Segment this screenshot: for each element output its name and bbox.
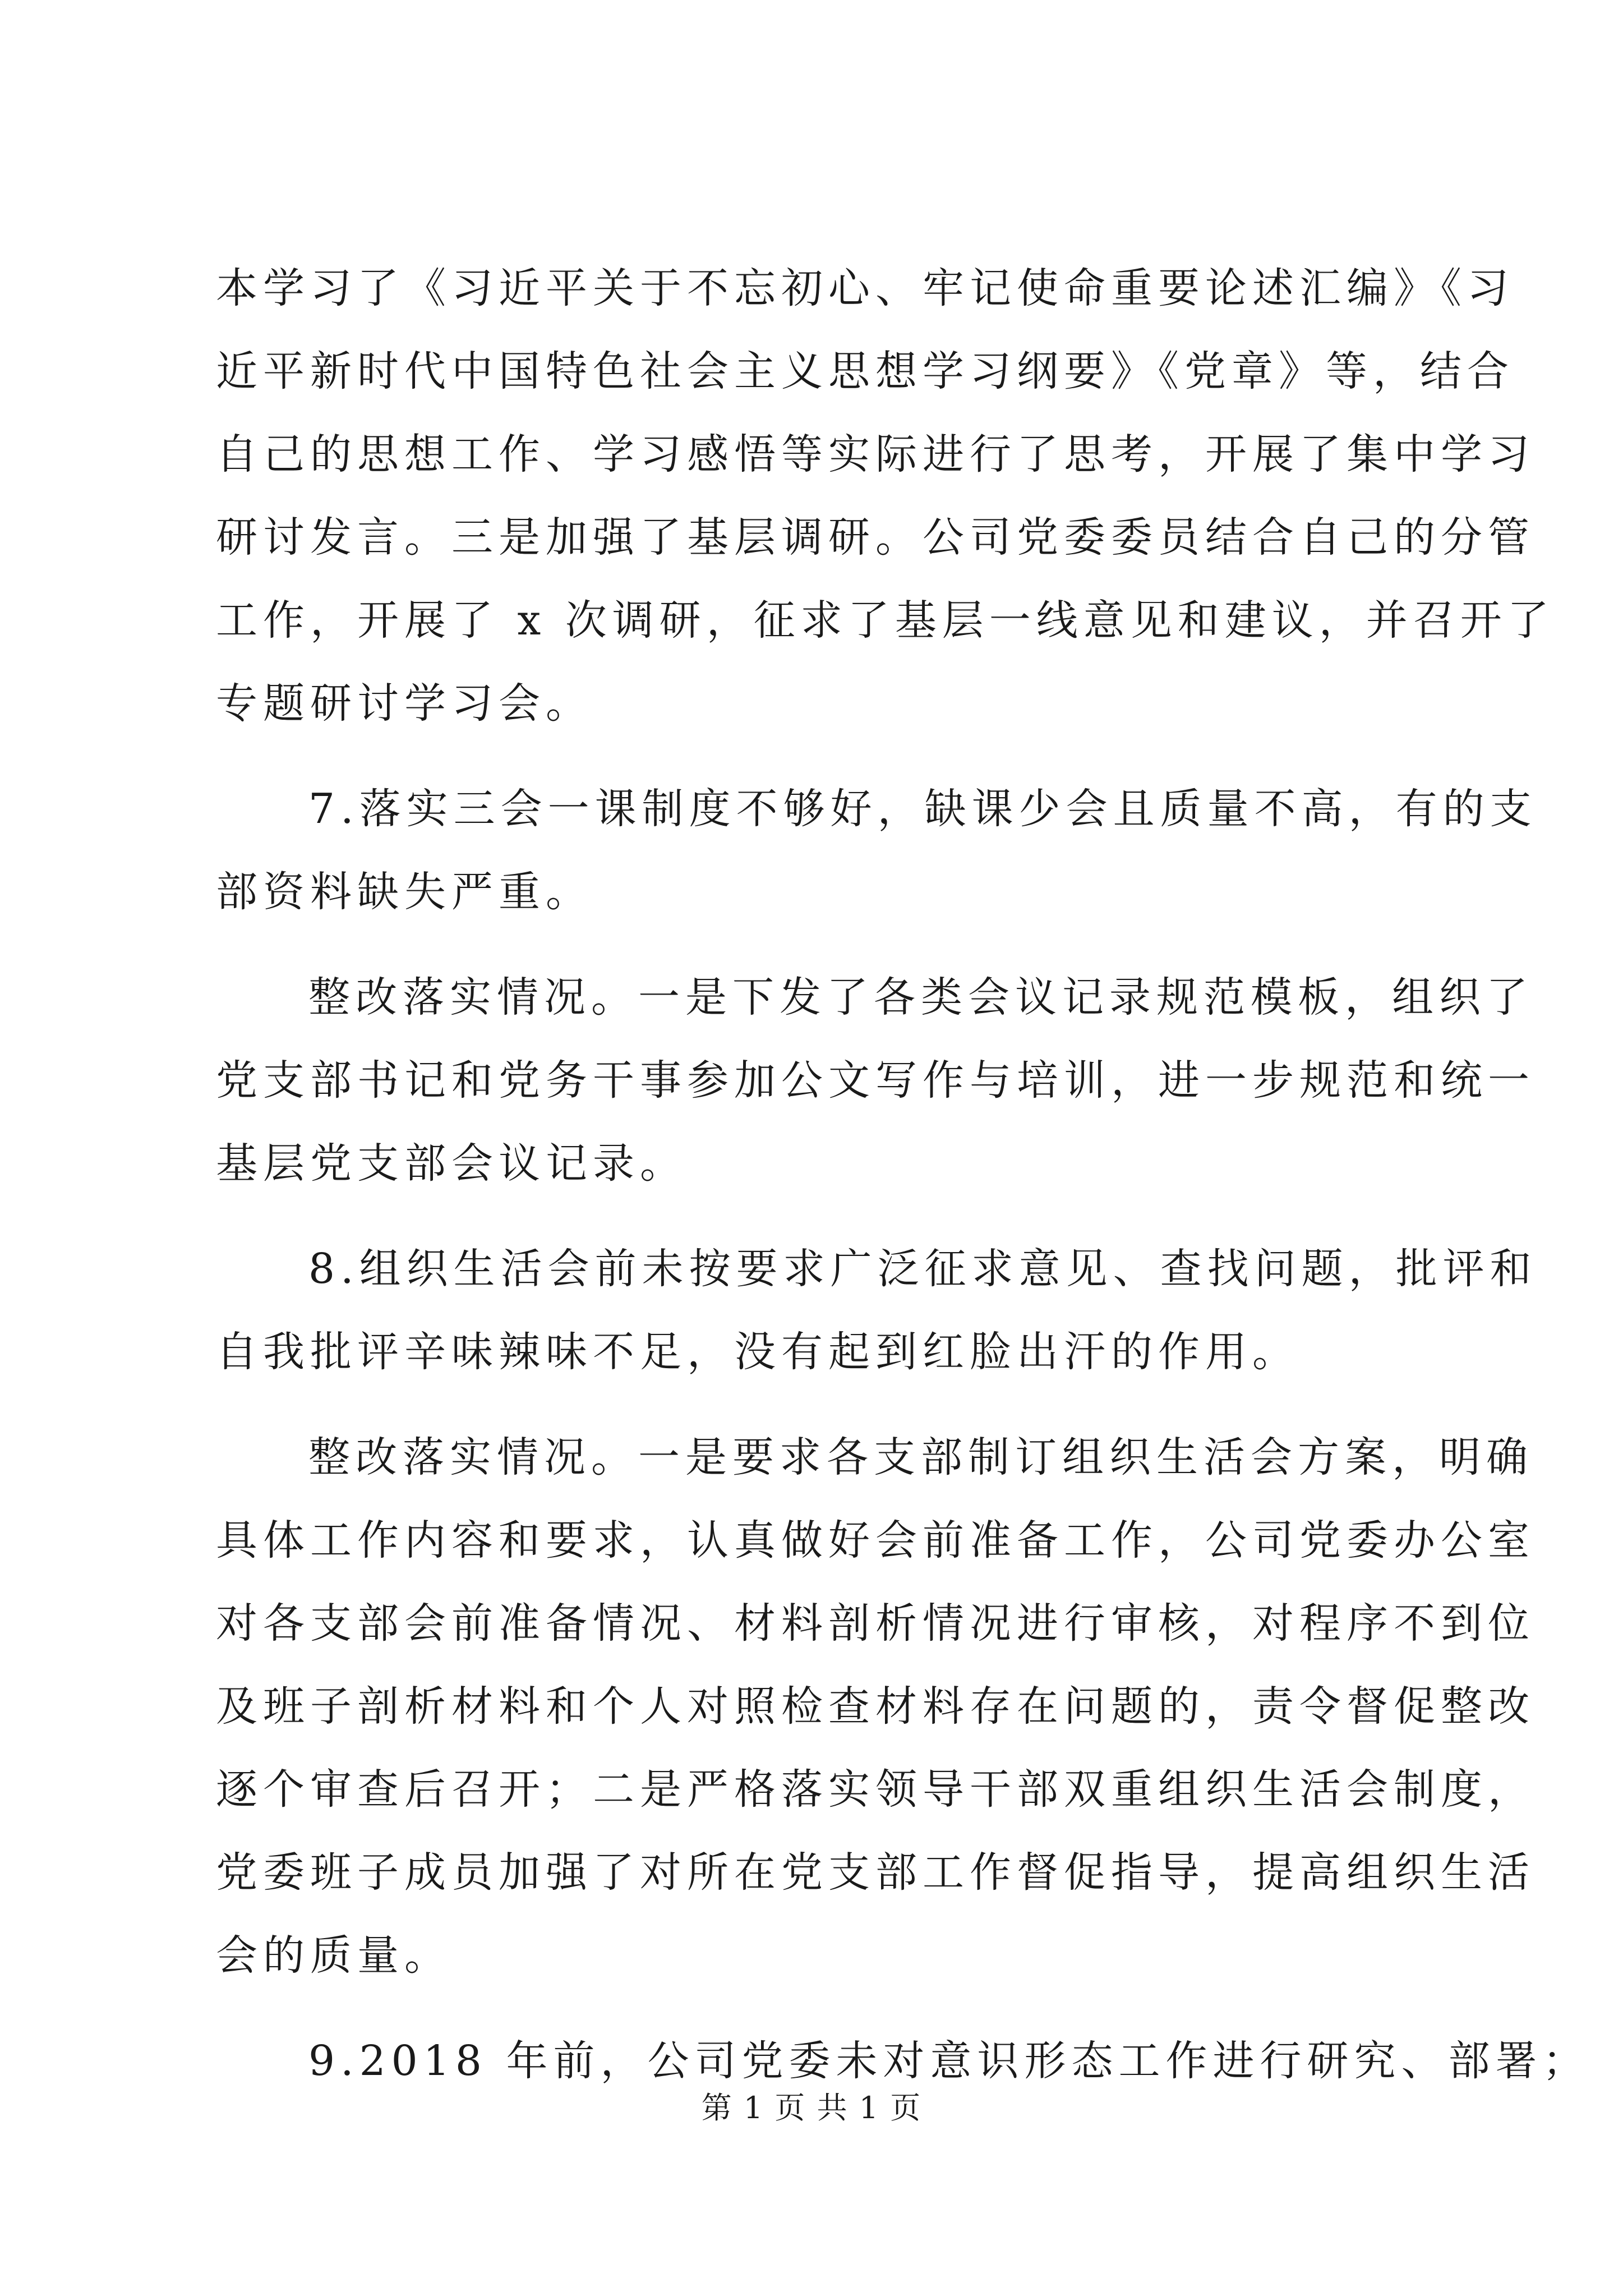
document-body xyxy=(216,247,1590,2102)
paragraph-rectification xyxy=(216,956,1535,1205)
text-line: 8.组织生活会前未按要求广泛征求意见、查找问题，批评和 xyxy=(308,1245,1537,1293)
paragraph xyxy=(216,247,1555,745)
text-line: 专题研讨学习会。 xyxy=(216,679,593,728)
text-line: 党委班子成员加强了对所在党支部工作督促指导，提高组织生活 xyxy=(216,1848,1535,1897)
text-line: 自己的思想工作、学习感悟等实际进行了思考，开展了集中学习 xyxy=(216,430,1535,478)
text-line: 及班子剖析材料和个人对照检查材料存在问题的，责令督促整改 xyxy=(216,1682,1535,1731)
text-line: 逐个审查后召开；二是严格落实领导干部双重组织生活会制度， xyxy=(216,1765,1535,1814)
text-line: 自我批评辛味辣味不足，没有起到红脸出汗的作用。 xyxy=(216,1328,1299,1376)
text-line: 党支部书记和党务干事参加公文写作与培训，进一步规范和统一 xyxy=(216,1056,1535,1105)
page-footer: 第 1 页 共 1 页 xyxy=(701,2090,922,2125)
paragraph-item-8 xyxy=(216,1227,1537,1393)
text-line: 整改落实情况。一是要求各支部制订组织生活会方案，明确 xyxy=(308,1433,1533,1481)
text-line: 近平新时代中国特色社会主义思想学习纲要》《党章》等，结合 xyxy=(216,347,1514,395)
text-line: 9.2018 年前，公司党委未对意识形态工作进行研究、部署； xyxy=(308,2037,1590,2085)
text-line: 基层党支部会议记录。 xyxy=(216,1139,687,1188)
text-line: 工作，开展了 x 次调研，征求了基层一线意见和建议，并召开了 xyxy=(216,596,1555,645)
text-line: 会的质量。 xyxy=(216,1931,451,1980)
text-line: 7.落实三会一课制度不够好，缺课少会且质量不高，有的支 xyxy=(308,785,1537,833)
text-line: 整改落实情况。一是下发了各类会议记录规范模板，组织了 xyxy=(308,973,1533,1022)
text-line: 对各支部会前准备情况、材料剖析情况进行审核，对程序不到位 xyxy=(216,1599,1535,1648)
text-line: 具体工作内容和要求，认真做好会前准备工作，公司党委办公室 xyxy=(216,1516,1535,1565)
text-line: 研讨发言。三是加强了基层调研。公司党委委员结合自己的分管 xyxy=(216,513,1535,562)
text-line: 部资料缺失严重。 xyxy=(216,868,593,916)
paragraph-rectification xyxy=(216,1416,1535,1997)
text-line: 本学习了《习近平关于不忘初心、牢记使命重要论述汇编》《习 xyxy=(216,264,1514,312)
paragraph-item-7 xyxy=(216,767,1537,933)
